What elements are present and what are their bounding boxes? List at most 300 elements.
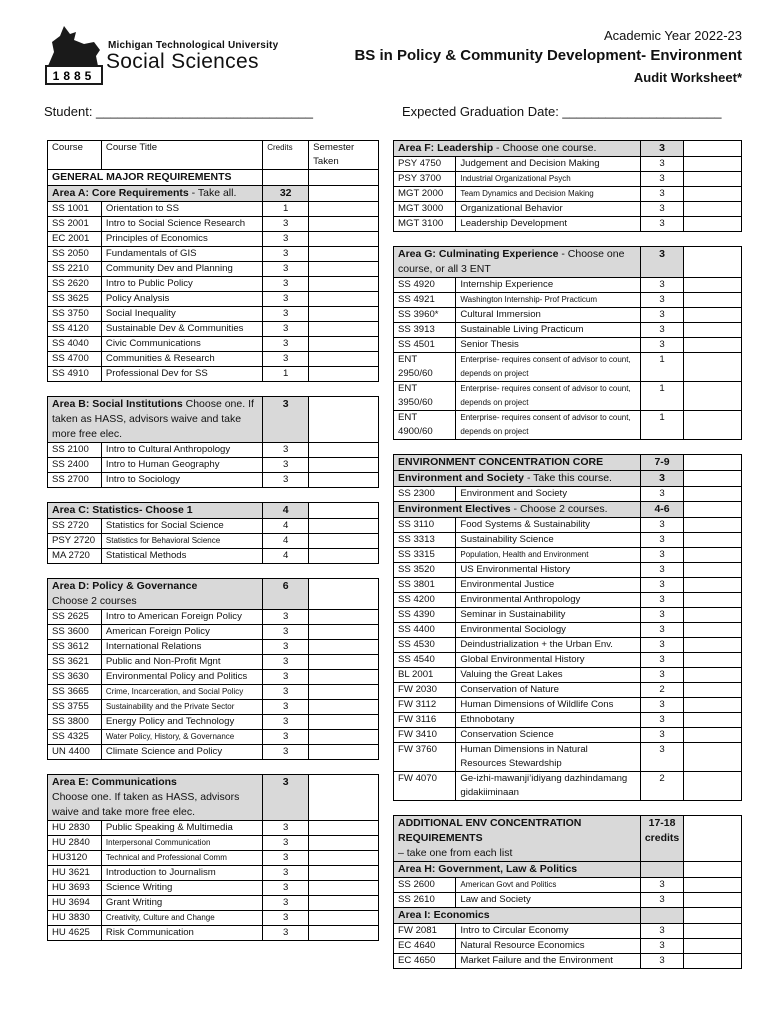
course-title: Crime, Incarceration, and Social Policy — [101, 685, 262, 700]
course-code: EC 2001 — [48, 232, 102, 247]
semester-taken-cell[interactable] — [684, 653, 742, 668]
semester-taken-cell[interactable] — [684, 455, 742, 471]
semester-taken-cell[interactable] — [684, 411, 742, 440]
course-title: Sustainability and the Private Sector — [101, 700, 262, 715]
course-credits: 3 — [263, 443, 309, 458]
semester-taken-cell[interactable] — [684, 698, 742, 713]
course-code: SS 3313 — [394, 533, 456, 548]
semester-taken-cell[interactable] — [684, 278, 742, 293]
course-credits: 3 — [263, 217, 309, 232]
semester-taken-cell[interactable] — [309, 186, 379, 202]
area-credits: 3 — [640, 247, 683, 278]
semester-taken-cell[interactable] — [684, 533, 742, 548]
course-row — [48, 926, 379, 941]
course-row — [394, 338, 742, 353]
course-row — [48, 217, 379, 232]
course-credits: 3 — [640, 487, 683, 502]
area-h-title: Area H: Government, Law & Politics — [394, 862, 641, 878]
semester-taken-cell[interactable] — [309, 473, 379, 488]
course-credits: 3 — [640, 157, 683, 172]
semester-taken-cell[interactable] — [684, 471, 742, 487]
course-title: Environment and Society — [456, 487, 640, 502]
course-row — [394, 668, 742, 683]
course-credits: 3 — [263, 232, 309, 247]
course-credits: 3 — [640, 217, 683, 232]
course-title: Climate Science and Policy — [101, 745, 262, 760]
course-title: Environmental Sociology — [456, 623, 640, 638]
course-credits: 3 — [640, 638, 683, 653]
semester-taken-cell[interactable] — [684, 683, 742, 698]
course-title: Fundamentals of GIS — [101, 247, 262, 262]
area-title — [48, 579, 263, 610]
general-header-row — [48, 170, 379, 186]
semester-taken-cell[interactable] — [684, 772, 742, 801]
course-code: HU 2840 — [48, 836, 102, 851]
course-credits: 3 — [640, 518, 683, 533]
course-credits: 3 — [263, 610, 309, 625]
course-credits: 3 — [263, 911, 309, 926]
course-row — [48, 534, 379, 549]
course-title: Enterprise- requires consent of advisor to count, depends on project — [456, 411, 640, 440]
course-row — [48, 866, 379, 881]
area-header-row — [394, 816, 742, 862]
semester-taken-cell[interactable] — [684, 668, 742, 683]
course-title: Enterprise- requires consent of advisor to count, depends on project — [456, 353, 640, 382]
semester-taken-cell[interactable] — [309, 458, 379, 473]
semester-taken-cell[interactable] — [684, 502, 742, 518]
course-title: Intro to Human Geography — [101, 458, 262, 473]
course-code: SS 3630 — [48, 670, 102, 685]
area-title — [48, 503, 263, 519]
area-i-header — [394, 908, 742, 924]
semester-taken-cell[interactable] — [684, 382, 742, 411]
course-title: Food Systems & Sustainability — [456, 518, 640, 533]
course-code: SS 4390 — [394, 608, 456, 623]
course-title: Policy Analysis — [101, 292, 262, 307]
course-row — [394, 217, 742, 232]
semester-taken-cell[interactable] — [684, 338, 742, 353]
course-credits: 3 — [263, 655, 309, 670]
semester-taken-cell[interactable] — [684, 172, 742, 187]
course-title: Global Environmental History — [456, 653, 640, 668]
semester-taken-cell[interactable] — [309, 670, 379, 685]
course-title: Technical and Professional Comm — [101, 851, 262, 866]
semester-taken-cell[interactable] — [684, 862, 742, 878]
semester-taken-cell[interactable] — [684, 157, 742, 172]
course-title: Intro to Cultural Anthropology — [101, 443, 262, 458]
semester-taken-cell[interactable] — [309, 836, 379, 851]
course-credits: 3 — [263, 700, 309, 715]
area-header-row — [394, 455, 742, 471]
semester-taken-cell[interactable] — [684, 728, 742, 743]
course-row — [48, 836, 379, 851]
course-code: SS 3665 — [48, 685, 102, 700]
course-code: SS 3913 — [394, 323, 456, 338]
course-title: Intro to American Foreign Policy — [101, 610, 262, 625]
course-row — [394, 743, 742, 772]
student-field[interactable]: Student: ______________________________ — [44, 104, 313, 119]
spacer-cell — [394, 232, 742, 247]
course-credits: 3 — [640, 893, 683, 908]
course-credits: 2 — [640, 772, 683, 801]
course-credits: 3 — [640, 323, 683, 338]
graduation-date-field[interactable]: Expected Graduation Date: ______________________ — [402, 104, 722, 119]
general-requirements-title: GENERAL MAJOR REQUIREMENTS — [48, 170, 263, 186]
course-title: Orientation to SS — [101, 202, 262, 217]
semester-taken-cell[interactable] — [684, 202, 742, 217]
semester-taken-cell[interactable] — [309, 745, 379, 760]
course-credits: 3 — [263, 277, 309, 292]
semester-taken-cell[interactable] — [309, 549, 379, 564]
area-title — [394, 247, 641, 278]
spacer-cell — [48, 488, 379, 503]
course-row — [394, 518, 742, 533]
semester-taken-cell[interactable] — [309, 700, 379, 715]
semester-taken-cell[interactable] — [309, 307, 379, 322]
semester-taken-cell[interactable] — [309, 640, 379, 655]
semester-taken-cell[interactable] — [684, 293, 742, 308]
semester-taken-cell[interactable] — [309, 655, 379, 670]
semester-taken-cell[interactable] — [684, 187, 742, 202]
semester-taken-cell[interactable] — [309, 519, 379, 534]
course-code: SS 2001 — [48, 217, 102, 232]
course-title: American Govt and Politics — [456, 878, 640, 893]
course-title: Industrial Organizational Psych — [456, 172, 640, 187]
worksheet-title: Audit Worksheet* — [633, 70, 742, 85]
semester-taken-cell[interactable] — [309, 337, 379, 352]
course-code: SS 2300 — [394, 487, 456, 502]
semester-taken-cell[interactable] — [309, 881, 379, 896]
course-row — [48, 911, 379, 926]
semester-taken-cell[interactable] — [684, 713, 742, 728]
semester-taken-cell[interactable] — [684, 743, 742, 772]
column-header-row — [48, 141, 379, 170]
spacer-row — [394, 440, 742, 455]
course-credits: 3 — [263, 352, 309, 367]
course-title: Cultural Immersion — [456, 308, 640, 323]
column-title: Course Title — [101, 141, 262, 170]
semester-taken-cell[interactable] — [684, 878, 742, 893]
course-row — [48, 655, 379, 670]
semester-taken-cell[interactable] — [684, 141, 742, 157]
semester-taken-cell[interactable] — [309, 610, 379, 625]
course-row — [48, 821, 379, 836]
course-code: MA 2720 — [48, 549, 102, 564]
semester-taken-cell[interactable] — [684, 908, 742, 924]
semester-taken-cell[interactable] — [684, 487, 742, 502]
course-row — [394, 623, 742, 638]
course-code: SS 4325 — [48, 730, 102, 745]
course-code: SS 2600 — [394, 878, 456, 893]
course-code: SS 4120 — [48, 322, 102, 337]
semester-taken-cell[interactable] — [684, 954, 742, 969]
area-note: - Take all. — [188, 187, 237, 199]
semester-taken-cell[interactable] — [684, 353, 742, 382]
course-title: Intro to Social Science Research — [101, 217, 262, 232]
semester-taken-cell[interactable] — [309, 851, 379, 866]
course-row — [394, 308, 742, 323]
semester-taken-cell[interactable] — [309, 247, 379, 262]
course-row — [394, 653, 742, 668]
course-title: Environmental Policy and Politics — [101, 670, 262, 685]
area-title — [394, 141, 641, 157]
course-title: Grant Writing — [101, 896, 262, 911]
area-header-row — [48, 775, 379, 821]
course-code: SS 2625 — [48, 610, 102, 625]
course-code: ENT 4900/60 — [394, 411, 456, 440]
course-credits: 3 — [263, 730, 309, 745]
course-title: Principles of Economics — [101, 232, 262, 247]
course-title: Communities & Research — [101, 352, 262, 367]
course-code: SS 2050 — [48, 247, 102, 262]
area-name: Area G: Culminating Experience — [398, 248, 559, 260]
course-row — [394, 893, 742, 908]
course-title: Environmental Anthropology — [456, 593, 640, 608]
course-title: Team Dynamics and Decision Making — [456, 187, 640, 202]
course-credits: 1 — [640, 382, 683, 411]
course-title: Civic Communications — [101, 337, 262, 352]
course-title: Conservation of Nature — [456, 683, 640, 698]
course-code: SS 3612 — [48, 640, 102, 655]
semester-taken-cell[interactable] — [684, 323, 742, 338]
semester-taken-cell[interactable] — [309, 534, 379, 549]
society-note: - Take this course. — [524, 472, 612, 484]
course-code: MGT 2000 — [394, 187, 456, 202]
blank — [263, 170, 309, 186]
semester-taken-cell[interactable] — [684, 893, 742, 908]
course-code: ENT 2950/60 — [394, 353, 456, 382]
area-credits: 3 — [263, 397, 309, 443]
area-title — [48, 186, 263, 202]
electives-note: - Choose 2 courses. — [510, 503, 608, 515]
course-row — [394, 683, 742, 698]
course-credits: 3 — [263, 685, 309, 700]
semester-taken-cell[interactable] — [309, 685, 379, 700]
semester-taken-cell[interactable] — [684, 608, 742, 623]
course-credits: 3 — [640, 713, 683, 728]
semester-taken-cell[interactable] — [309, 232, 379, 247]
course-code: ENT 3950/60 — [394, 382, 456, 411]
semester-taken-cell[interactable] — [684, 816, 742, 862]
course-row — [48, 715, 379, 730]
area-note: – take one from each list — [398, 847, 513, 859]
course-row — [394, 713, 742, 728]
area-credits: 3 — [640, 141, 683, 157]
area-header-row — [394, 247, 742, 278]
electives-credits: 4-6 — [640, 502, 683, 518]
course-title: Natural Resource Economics — [456, 939, 640, 954]
course-code: HU3120 — [48, 851, 102, 866]
course-credits: 3 — [640, 668, 683, 683]
electives-title — [394, 502, 641, 518]
course-credits: 3 — [263, 625, 309, 640]
society-name: Environment and Society — [398, 472, 525, 484]
left-requirements-table — [47, 140, 379, 941]
area-header-row — [394, 141, 742, 157]
semester-taken-cell[interactable] — [309, 397, 379, 443]
course-code: SS 2100 — [48, 443, 102, 458]
course-code: PSY 4750 — [394, 157, 456, 172]
course-title: Market Failure and the Environment — [456, 954, 640, 969]
semester-taken-cell[interactable] — [309, 170, 379, 186]
course-code: FW 2081 — [394, 924, 456, 939]
course-row — [394, 487, 742, 502]
semester-taken-cell[interactable] — [309, 911, 379, 926]
course-title: Energy Policy and Technology — [101, 715, 262, 730]
semester-taken-cell[interactable] — [309, 715, 379, 730]
area-name: ADDITIONAL ENV CONCENTRATION REQUIREMENTS — [398, 817, 582, 844]
course-code: FW 2030 — [394, 683, 456, 698]
semester-taken-cell[interactable] — [309, 503, 379, 519]
semester-taken-cell[interactable] — [684, 638, 742, 653]
course-code: SS 3110 — [394, 518, 456, 533]
course-row — [394, 187, 742, 202]
course-code: SS 3315 — [394, 548, 456, 563]
semester-taken-cell[interactable] — [309, 443, 379, 458]
semester-taken-cell[interactable] — [309, 277, 379, 292]
semester-taken-cell[interactable] — [309, 821, 379, 836]
course-title: Risk Communication — [101, 926, 262, 941]
area-name: Area C: Statistics- Choose 1 — [52, 504, 193, 516]
semester-taken-cell[interactable] — [309, 352, 379, 367]
course-credits: 3 — [640, 338, 683, 353]
course-credits: 3 — [640, 608, 683, 623]
semester-taken-cell[interactable] — [309, 202, 379, 217]
semester-taken-cell[interactable] — [309, 262, 379, 277]
semester-taken-cell[interactable] — [309, 896, 379, 911]
course-row — [394, 278, 742, 293]
semester-taken-cell[interactable] — [684, 593, 742, 608]
course-code: SS 3625 — [48, 292, 102, 307]
program-title: BS in Policy & Community Development- Environment — [354, 47, 742, 64]
course-credits: 3 — [640, 187, 683, 202]
course-code: EC 4650 — [394, 954, 456, 969]
course-code: SS 4501 — [394, 338, 456, 353]
semester-taken-cell[interactable] — [684, 578, 742, 593]
course-code: PSY 3700 — [394, 172, 456, 187]
area-header-row — [48, 397, 379, 443]
course-credits: 3 — [263, 881, 309, 896]
right-requirements-table — [393, 140, 742, 969]
course-title: Washington Internship- Prof Practicum — [456, 293, 640, 308]
course-title: Law and Society — [456, 893, 640, 908]
semester-taken-cell[interactable] — [309, 625, 379, 640]
course-row — [48, 730, 379, 745]
area-title — [48, 775, 263, 821]
course-code: SS 4921 — [394, 293, 456, 308]
course-credits: 3 — [263, 851, 309, 866]
course-row — [394, 563, 742, 578]
subheader-row — [394, 502, 742, 518]
semester-taken-cell[interactable] — [309, 730, 379, 745]
semester-taken-cell[interactable] — [309, 579, 379, 610]
course-title: Intro to Sociology — [101, 473, 262, 488]
course-code: UN 4400 — [48, 745, 102, 760]
spacer-cell — [394, 440, 742, 455]
course-title: Professional Dev for SS — [101, 367, 262, 382]
course-credits: 3 — [263, 640, 309, 655]
course-credits: 4 — [263, 519, 309, 534]
course-credits: 3 — [640, 578, 683, 593]
semester-taken-cell[interactable] — [684, 518, 742, 533]
semester-taken-cell[interactable] — [309, 217, 379, 232]
area-credits: 32 — [263, 186, 309, 202]
course-title: Science Writing — [101, 881, 262, 896]
semester-taken-cell[interactable] — [309, 322, 379, 337]
semester-taken-cell[interactable] — [684, 939, 742, 954]
semester-taken-cell[interactable] — [684, 247, 742, 278]
blank — [640, 908, 683, 924]
society-credits: 3 — [640, 471, 683, 487]
course-row — [48, 685, 379, 700]
spacer-row — [394, 232, 742, 247]
semester-taken-cell[interactable] — [684, 548, 742, 563]
course-title: Human Dimensions in Natural Resources Stewardship — [456, 743, 640, 772]
spacer-cell — [48, 564, 379, 579]
semester-taken-cell[interactable] — [309, 926, 379, 941]
course-row — [394, 533, 742, 548]
course-title: Statistics for Behavioral Science — [101, 534, 262, 549]
course-code: FW 3760 — [394, 743, 456, 772]
course-code: SS 1001 — [48, 202, 102, 217]
area-name: ENVIRONMENT CONCENTRATION CORE — [398, 456, 604, 468]
area-credits: 4 — [263, 503, 309, 519]
course-code: SS 3621 — [48, 655, 102, 670]
area-title — [394, 455, 641, 471]
course-title: Population, Health and Environment — [456, 548, 640, 563]
course-row — [48, 458, 379, 473]
course-code: SS 2700 — [48, 473, 102, 488]
course-code: SS 3750 — [48, 307, 102, 322]
semester-taken-cell[interactable] — [684, 924, 742, 939]
course-title: Intro to Public Policy — [101, 277, 262, 292]
course-row — [48, 337, 379, 352]
semester-taken-cell[interactable] — [684, 308, 742, 323]
spacer-cell — [394, 801, 742, 816]
course-title: Internship Experience — [456, 278, 640, 293]
course-credits: 3 — [263, 322, 309, 337]
course-credits: 3 — [640, 563, 683, 578]
semester-taken-cell[interactable] — [309, 367, 379, 382]
course-title: Leadership Development — [456, 217, 640, 232]
course-code: SS 4910 — [48, 367, 102, 382]
course-credits: 3 — [640, 698, 683, 713]
course-title: Interpersonal Communication — [101, 836, 262, 851]
course-code: HU 4625 — [48, 926, 102, 941]
column-credits: Credits — [263, 141, 309, 170]
course-title: Environmental Justice — [456, 578, 640, 593]
course-credits: 3 — [640, 623, 683, 638]
semester-taken-cell[interactable] — [309, 775, 379, 821]
semester-taken-cell[interactable] — [684, 217, 742, 232]
electives-name: Environment Electives — [398, 503, 511, 515]
course-code: SS 3800 — [48, 715, 102, 730]
course-code: SS 4920 — [394, 278, 456, 293]
area-title — [394, 816, 641, 862]
semester-taken-cell[interactable] — [309, 866, 379, 881]
course-credits: 3 — [263, 745, 309, 760]
area-note: Choose one. If taken as HASS, advisors waive and take more free elec. — [52, 398, 254, 440]
semester-taken-cell[interactable] — [309, 292, 379, 307]
course-row — [48, 670, 379, 685]
area-title — [48, 397, 263, 443]
semester-taken-cell[interactable] — [684, 623, 742, 638]
course-title: Conservation Science — [456, 728, 640, 743]
course-credits: 3 — [263, 836, 309, 851]
course-row — [394, 353, 742, 382]
semester-taken-cell[interactable] — [684, 563, 742, 578]
course-credits: 3 — [640, 593, 683, 608]
